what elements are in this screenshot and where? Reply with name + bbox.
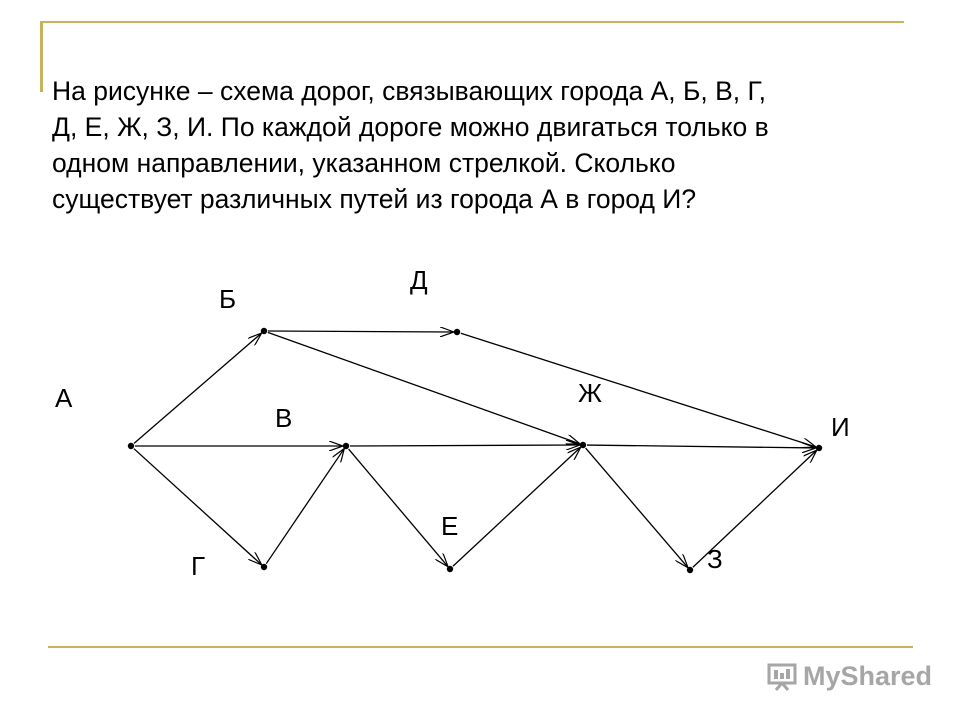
node-label-Z: З bbox=[707, 544, 723, 574]
edge-Zh-I bbox=[587, 445, 815, 448]
node-label-I: И bbox=[831, 412, 850, 442]
edge-B-Zh bbox=[268, 332, 579, 443]
problem-statement: На рисунке – схема дорог, связывающих города А, Б, В, Г, Д, Е, Ж, З, И. По каждой дороге можно двигаться только в одном направлении, указанном стрелкой. Сколько существует различных путей из города А в город И? bbox=[52, 76, 769, 214]
edge-E-Zh bbox=[453, 448, 580, 567]
node-dot-Z bbox=[687, 567, 693, 573]
node-dot-Zh bbox=[580, 442, 586, 448]
node-label-B: Б bbox=[219, 284, 237, 314]
node-label-V: В bbox=[275, 403, 293, 433]
edge-A-B bbox=[134, 334, 261, 444]
edge-Zh-Z bbox=[586, 448, 688, 567]
edge-D-I bbox=[461, 333, 815, 447]
edge-B-D bbox=[268, 331, 453, 332]
node-label-G: Г bbox=[191, 551, 206, 581]
node-dot-G bbox=[261, 564, 267, 570]
node-label-Zh: Ж bbox=[578, 378, 603, 408]
node-dot-E bbox=[447, 566, 453, 572]
node-dot-B bbox=[261, 328, 267, 334]
node-dot-D bbox=[454, 329, 460, 335]
edge-A-G bbox=[134, 449, 261, 565]
watermark-text: MyShared bbox=[803, 660, 933, 691]
presentation-board-icon bbox=[766, 660, 798, 692]
node-label-D: Д bbox=[410, 265, 428, 295]
node-label-A: А bbox=[55, 383, 73, 413]
node-label-E: Е bbox=[441, 511, 459, 541]
node-dot-V bbox=[343, 443, 349, 449]
node-dot-I bbox=[816, 445, 822, 451]
edge-V-Zh bbox=[350, 445, 579, 446]
node-dot-A bbox=[128, 443, 134, 449]
watermark bbox=[766, 656, 932, 696]
edge-G-V bbox=[266, 449, 344, 563]
edge-V-E bbox=[349, 449, 448, 566]
